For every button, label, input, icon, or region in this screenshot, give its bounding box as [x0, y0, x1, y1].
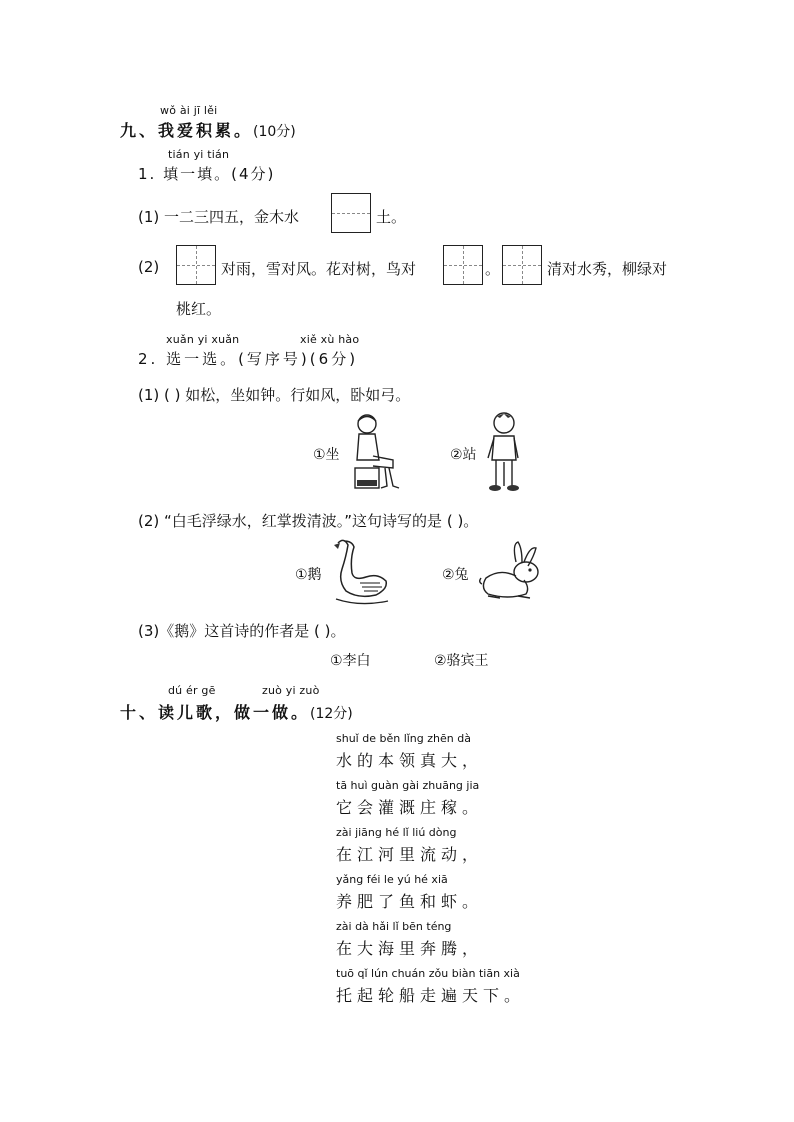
q2-item2-option2-label: ②兔	[442, 567, 469, 583]
q1-item2-text-2: 。	[485, 260, 501, 278]
q1-item2-answer-box-3[interactable]	[502, 245, 542, 285]
poem-line-6: 托起轮船走遍天下。	[336, 986, 526, 1005]
poem-line-3: 在江河里流动，	[336, 845, 484, 864]
section9-score: (10分)	[253, 124, 296, 140]
poem-line-2: 它会灌溉庄稼。	[336, 798, 484, 817]
section9-pinyin: wǒ ài jī lěi	[160, 104, 218, 117]
section10-title-text: 十、读儿歌，做一做。	[120, 703, 311, 722]
q1-item2-line2: 桃红。	[176, 300, 222, 318]
poem-line-3-pinyin: zài jiāng hé lǐ liú dòng	[336, 826, 457, 839]
poem-line-1-pinyin: shuǐ de běn lǐng zhēn dà	[336, 732, 471, 745]
poem-line-4: 养肥了鱼和虾。	[336, 892, 484, 911]
poem-line-5: 在大海里奔腾，	[336, 939, 484, 958]
goose-image	[330, 537, 392, 607]
q2-item3-option1: ①李白	[330, 653, 371, 669]
rabbit-image	[478, 540, 544, 602]
q1-item2-text-1: 对雨，雪对风。花对树，鸟对	[221, 260, 417, 278]
q1-item2-answer-box-1[interactable]	[176, 245, 216, 285]
poem-line-1: 水的本领真大，	[336, 751, 484, 770]
q1-pinyin: tián yi tián	[168, 148, 230, 161]
q2-item1-text: (1) ( ) 如松，坐如钟。行如风，卧如弓。	[138, 386, 411, 404]
section10-pinyin-1: dú ér gē	[168, 684, 216, 697]
q2-item1-option2-label: ②站	[450, 447, 477, 463]
q2-item3-text: (3)《鹅》这首诗的作者是 ( )。	[138, 622, 346, 640]
q2-pinyin: xuǎn yi xuǎn	[166, 333, 240, 346]
sitting-boy-image	[345, 412, 400, 492]
q1-item1-text: (1) 一二三四五，金木水	[138, 208, 300, 226]
q1-item1-suffix: 土。	[376, 208, 407, 226]
q2-score: (6分)	[309, 350, 359, 368]
section9-title-text: 九、我爱积累。	[120, 121, 254, 140]
q2-pinyin-2: xiě xù hào	[300, 333, 360, 346]
poem-line-2-pinyin: tā huì guàn gài zhuāng jia	[336, 779, 480, 792]
poem-line-6-pinyin: tuō qǐ lún chuán zǒu biàn tiān xià	[336, 967, 520, 980]
q2-title-text: 2. 选一选。(写序号)	[138, 350, 310, 368]
poem-line-5-pinyin: zài dà hǎi lǐ bēn téng	[336, 920, 452, 933]
q1-item2-label: (2)	[138, 258, 160, 276]
q2-item2-text: (2) “白毛浮绿水，红掌拨清波。”这句诗写的是 ( )。	[138, 512, 479, 530]
q1-item2-text-3: 清对水秀，柳绿对	[547, 260, 668, 278]
q2-item2-option1-label: ①鹅	[295, 567, 322, 583]
q2-title	[138, 348, 358, 369]
section9-title	[120, 118, 296, 141]
q1-title-text: 1. 填一填。	[138, 165, 232, 183]
q1-item2-answer-box-2[interactable]	[443, 245, 483, 285]
q1-score: (4分)	[231, 165, 276, 183]
section10-title	[120, 700, 353, 723]
poem-line-4-pinyin: yǎng féi le yú hé xiā	[336, 873, 448, 886]
section10-score: (12分)	[310, 706, 353, 722]
q2-item3-option2: ②骆宾王	[434, 653, 489, 669]
section10-pinyin-2: zuò yi zuò	[262, 684, 320, 697]
q1-title	[138, 163, 275, 184]
q1-item1-answer-box[interactable]	[331, 193, 371, 233]
q2-item1-option1-label: ①坐	[313, 447, 340, 463]
standing-boy-image	[484, 410, 524, 492]
